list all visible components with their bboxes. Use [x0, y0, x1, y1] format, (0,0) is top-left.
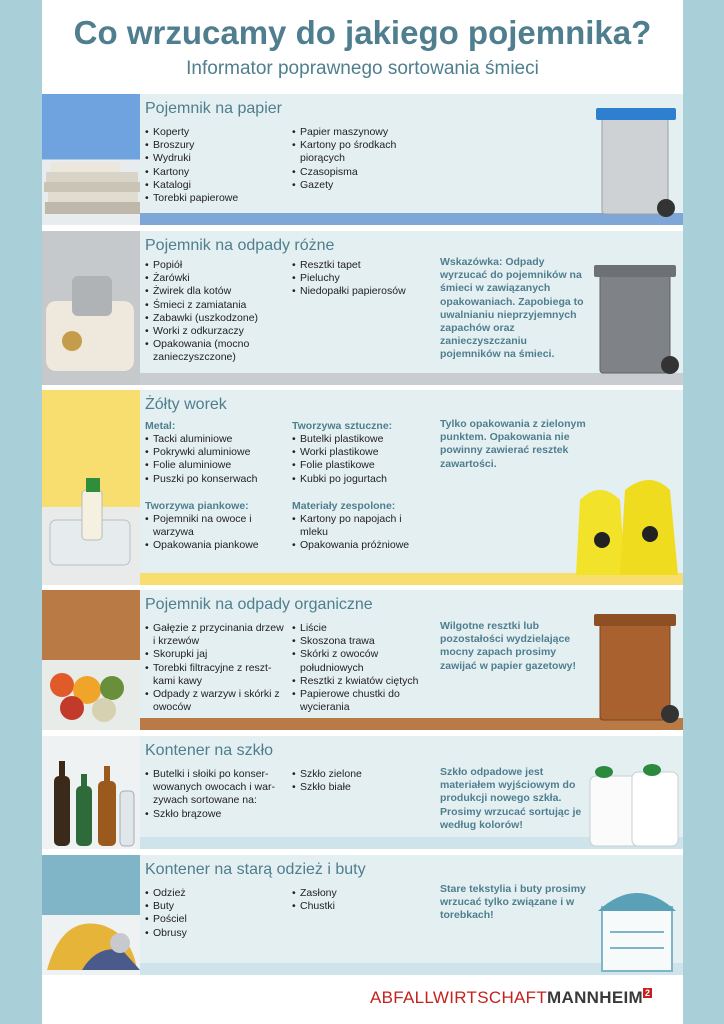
logo-text-b: MANNHEIM	[547, 988, 643, 1007]
bottles-icon	[42, 736, 140, 849]
group-heading: Tworzywa piankowe:	[145, 500, 249, 512]
section-yellow-bag	[42, 390, 683, 585]
list-item: • Obrusy	[145, 927, 285, 940]
list-item: • Resztki z kwiatów ciętych	[292, 675, 432, 688]
list-item: • Chustki	[292, 900, 432, 913]
list-item: • Worki z odkurzaczy	[145, 325, 285, 338]
mixed-waste-photo	[42, 231, 140, 385]
list-item: • Zabawki (uszkodzone)	[145, 312, 285, 325]
group-metal	[145, 420, 285, 486]
list-item: • Niedopałki papierosów	[292, 285, 432, 298]
page-subtitle: Informator poprawnego sortowania śmieci	[186, 58, 539, 79]
list-item: • Resztki tapet	[292, 259, 432, 272]
item-list-left	[145, 768, 285, 821]
list-item: • Butelki i słoiki po konser-wowanych owocach i war-zywach sortowane na:	[145, 768, 285, 808]
list-item: • Kartony po środkach piorących	[292, 139, 422, 165]
list-item: • Papierowe chustki do wycierania	[292, 688, 432, 714]
section-title: Kontener na starą odzież i buty	[145, 861, 366, 878]
logo-text-a: ABFALLWIRTSCHAFT	[370, 988, 548, 1007]
section-organic	[42, 590, 683, 730]
section-clothes	[42, 855, 683, 975]
gray-bin-icon	[590, 261, 680, 381]
item-list	[145, 513, 285, 553]
list-item: • Pojemniki na owoce i warzywa	[145, 513, 285, 539]
list-item: • Popiół	[145, 259, 285, 272]
list-item: • Gałęzie z przycinania drzew i krzewów	[145, 622, 285, 648]
group-plastics	[292, 420, 432, 486]
list-item: • Pościel	[145, 913, 285, 926]
group-foam	[145, 500, 285, 553]
list-item: • Kubki po jogurtach	[292, 473, 432, 486]
item-list	[145, 433, 285, 486]
paper-photo	[42, 94, 140, 225]
section-title: Kontener na szkło	[145, 742, 274, 759]
hint-text: Szkło odpadowe jest materiałem wyjściowym do produkcji nowego szkła. Prosimy wrzucać sortując je według kolorów!	[440, 766, 582, 831]
list-item: • Butelki plastikowe	[292, 433, 432, 446]
item-list-right	[292, 887, 432, 913]
list-item: • Skoszona trawa	[292, 635, 432, 648]
organic-waste-photo	[42, 590, 140, 730]
section-title: Pojemnik na papier	[145, 100, 282, 117]
item-list-right	[292, 126, 422, 192]
item-list	[292, 513, 432, 553]
list-item: • Opakowania (mocno zanieczyszczone)	[145, 338, 285, 364]
item-list-right	[292, 259, 432, 299]
item-list	[292, 433, 432, 486]
section-title: Pojemnik na odpady organiczne	[145, 596, 373, 613]
list-item: • Katalogi	[145, 179, 285, 192]
glass-container-icon	[582, 758, 682, 848]
vacuum-bag-icon	[42, 231, 140, 385]
list-item: • Szkło zielone	[292, 768, 432, 781]
item-list-left	[145, 259, 285, 365]
hint-text: Stare tekstylia i buty prosimy wrzucać tylko związane i w torebkach!	[440, 883, 586, 922]
list-item: • Broszury	[145, 139, 285, 152]
list-item: • Pokrywki aluminiowe	[145, 446, 285, 459]
list-item: • Kartony po napojach i mleku	[292, 513, 432, 539]
section-title: Żółty worek	[145, 396, 227, 413]
list-item: • Koperty	[145, 126, 285, 139]
list-item: • Skorupki jaj	[145, 648, 285, 661]
list-item: • Torebki filtracyjne z reszt-kami kawy	[145, 662, 285, 688]
newspaper-stack-icon	[42, 94, 140, 225]
list-item: • Skórki z owoców południowych	[292, 648, 432, 674]
hint-text: Tylko opakowania z zielonym punktem. Opakowania nie powinny zawierać resztek zawartości.	[440, 418, 586, 470]
list-item: • Torebki papierowe	[145, 192, 285, 205]
company-logo	[370, 988, 652, 1008]
page-title: Co wrzucamy do jakiego pojemnika?	[73, 14, 652, 51]
list-item: • Śmieci z zamiatania	[145, 299, 285, 312]
left-margin-band	[0, 0, 42, 1024]
brown-bin-icon	[590, 610, 680, 728]
spray-bottle-icon	[42, 390, 140, 585]
right-margin-band	[683, 0, 724, 1024]
yellow-bag-icon	[570, 470, 682, 580]
clothes-photo	[42, 855, 140, 975]
group-heading: Materiały zespolone:	[292, 500, 396, 512]
item-list-left	[145, 887, 285, 940]
list-item: • Papier maszynowy	[292, 126, 422, 139]
vegetables-icon	[42, 590, 140, 730]
list-item: • Pieluchy	[292, 272, 432, 285]
glass-bottles-photo	[42, 736, 140, 849]
blue-lid-bin-icon	[590, 104, 680, 224]
list-item: • Żarówki	[145, 272, 285, 285]
list-item: • Kartony	[145, 166, 285, 179]
section-mixed-waste	[42, 231, 683, 385]
list-item: • Folie plastikowe	[292, 459, 432, 472]
group-heading: Metal:	[145, 420, 176, 432]
list-item: • Folie aluminiowe	[145, 459, 285, 472]
hint-text: Wilgotne resztki lub pozostałości wydzielające mocny zapach prosimy zawijać w papier gazetowy!	[440, 620, 576, 672]
section-glass	[42, 736, 683, 849]
list-item: • Wydruki	[145, 152, 285, 165]
list-item: • Odpady z warzyw i skórki z owoców	[145, 688, 285, 714]
item-list-left	[145, 622, 285, 714]
list-item: • Szkło brązowe	[145, 808, 285, 821]
list-item: • Opakowania próżniowe	[292, 539, 432, 552]
list-item: • Żwirek dla kotów	[145, 285, 285, 298]
list-item: • Odzież	[145, 887, 285, 900]
item-list-left	[145, 126, 285, 205]
clothes-container-icon	[592, 881, 682, 973]
item-list-right	[292, 622, 432, 714]
group-heading: Tworzywa sztuczne:	[292, 420, 393, 432]
list-item: • Czasopisma	[292, 166, 422, 179]
list-item: • Tacki aluminiowe	[145, 433, 285, 446]
list-item: • Gazety	[292, 179, 422, 192]
group-composite	[292, 500, 432, 553]
list-item: • Zasłony	[292, 887, 432, 900]
hint-text: Wskazówka: Odpady wyrzucać do pojemników na śmieci w zawiązanych opakowaniach. Zapobiega to uwalnianiu nieprzyjemnych zapachów oraz zanieczyszczaniu pojemników na śmieci.	[440, 256, 584, 361]
section-title: Pojemnik na odpady różne	[145, 237, 335, 254]
packaging-photo	[42, 390, 140, 585]
list-item: • Opakowania piankowe	[145, 539, 285, 552]
list-item: • Szkło białe	[292, 781, 432, 794]
list-item: • Liście	[292, 622, 432, 635]
section-paper	[42, 94, 683, 225]
list-item: • Worki plastikowe	[292, 446, 432, 459]
clothes-pile-icon	[42, 855, 140, 975]
item-list-right	[292, 768, 432, 794]
list-item: • Buty	[145, 900, 285, 913]
list-item: • Puszki po konserwach	[145, 473, 285, 486]
logo-superscript: 2	[644, 988, 651, 999]
